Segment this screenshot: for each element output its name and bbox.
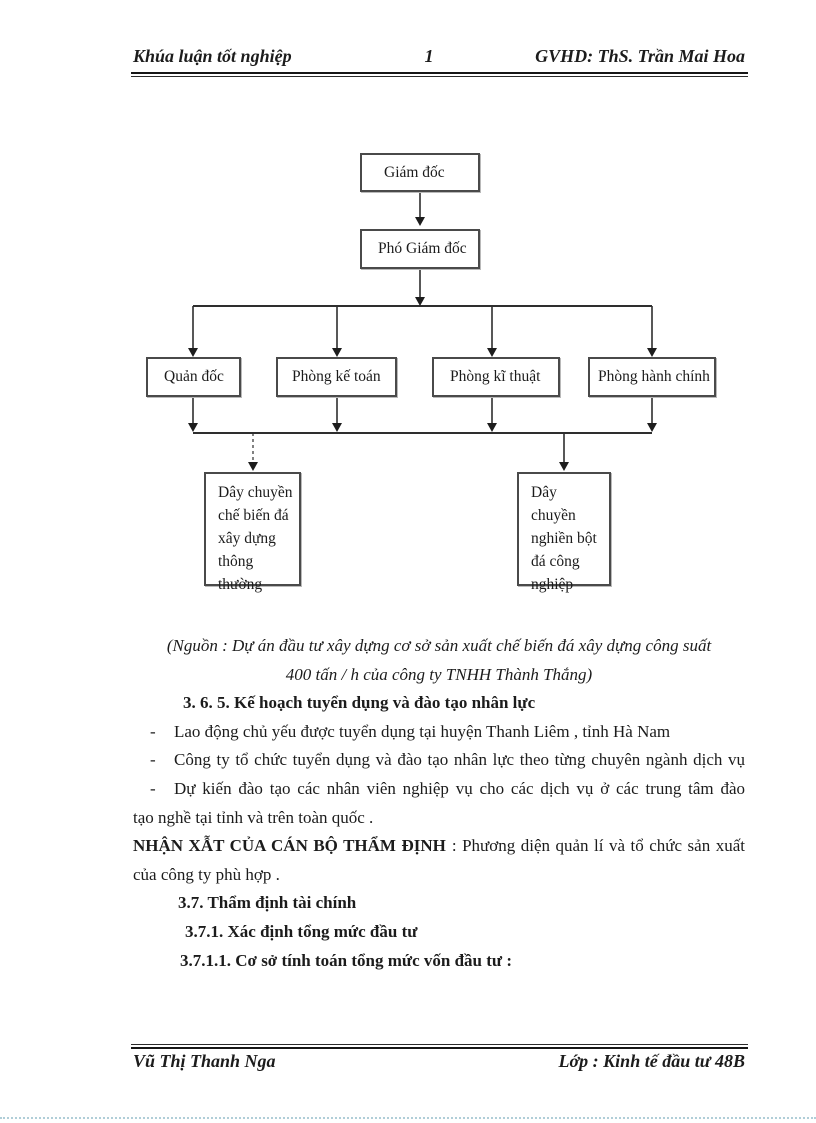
footer-class: Lớp : Kinh tế đầu tư 48B (558, 1051, 745, 1071)
bullet-text: Dự kiến đào tạo các nhân viên nghiệp vụ cho các dịch vụ ở các trung tâm đào (174, 778, 745, 798)
assessment-note-text: : Phương diện quản lí và tổ chức sản xuất (451, 836, 745, 856)
box-technical-dept: Phòng kĩ thuật (432, 357, 560, 397)
footer-rule (131, 1044, 748, 1049)
assessment-note-line-1 (133, 832, 745, 861)
source-caption-line-2: 400 tấn / h của công ty TNHH Thành Thắng) (285, 664, 593, 684)
section-heading-3-7: 3.7. Thẩm định tài chính (178, 893, 357, 913)
bullet-dash: - (150, 750, 156, 770)
source-caption-line-1: (Nguồn : Dự án đầu tư xây dựng cơ sở sản xuất chế biến đá xây dựng công suất (166, 636, 712, 655)
box-construction-stone-line: Dây chuyền chế biến đá xây dựng thông thường (204, 472, 301, 586)
section-heading-3-6-5: 3. 6. 5. Kế hoạch tuyển dụng và đào tạo nhân lực (183, 693, 536, 713)
body-text (133, 632, 745, 975)
footer-author: Vũ Thị Thanh Nga (133, 1051, 276, 1071)
box-industrial-powder-line: Dây chuyền nghiền bột đá công nghiệp (517, 472, 611, 586)
section-heading-3-7-1-1: 3.7.1.1. Cơ sở tính toán tổng mức vốn đầu tư : (180, 950, 513, 970)
assessment-note-line-2: của công ty phù hợp . (133, 864, 280, 884)
box-accounting-dept: Phòng kế toán (276, 357, 397, 397)
box-deputy-director: Phó Giám đốc (360, 229, 480, 269)
bullet-dash: - (150, 778, 156, 798)
scan-artifact-dotted-line (0, 1117, 816, 1119)
box-admin-dept: Phòng hành chính (588, 357, 716, 397)
header-supervisor: GVHD: ThS. Trần Mai Hoa (535, 46, 745, 66)
box-foreman: Quản đốc (146, 357, 241, 397)
bullet-item-1 (133, 718, 745, 747)
bullet-item-3-line-1 (133, 775, 745, 804)
section-heading-3-7-1: 3.7.1. Xác định tổng mức đầu tư (185, 921, 418, 941)
page-footer (133, 1051, 745, 1072)
header-course-title: Khúa luận tốt nghiệp (133, 46, 292, 66)
bullet-dash: - (150, 721, 156, 741)
assessment-note-label: NHẬN XẪT CỦA CÁN BỘ THẨM ĐỊNH (133, 836, 446, 856)
bullet-item-2 (133, 746, 745, 775)
bullet-item-3-line-2: tạo nghề tại tỉnh và trên toàn quốc . (133, 807, 374, 827)
box-director: Giám đốc (360, 153, 480, 192)
bullet-text: Lao động chủ yếu được tuyển dụng tại huyện Thanh Liêm , tỉnh Hà Nam (174, 721, 671, 741)
bullet-text: Công ty tổ chức tuyển dụng và đào tạo nhân lực theo từng chuyên ngành dịch vụ (174, 750, 745, 770)
page-number: 1 (424, 46, 434, 66)
